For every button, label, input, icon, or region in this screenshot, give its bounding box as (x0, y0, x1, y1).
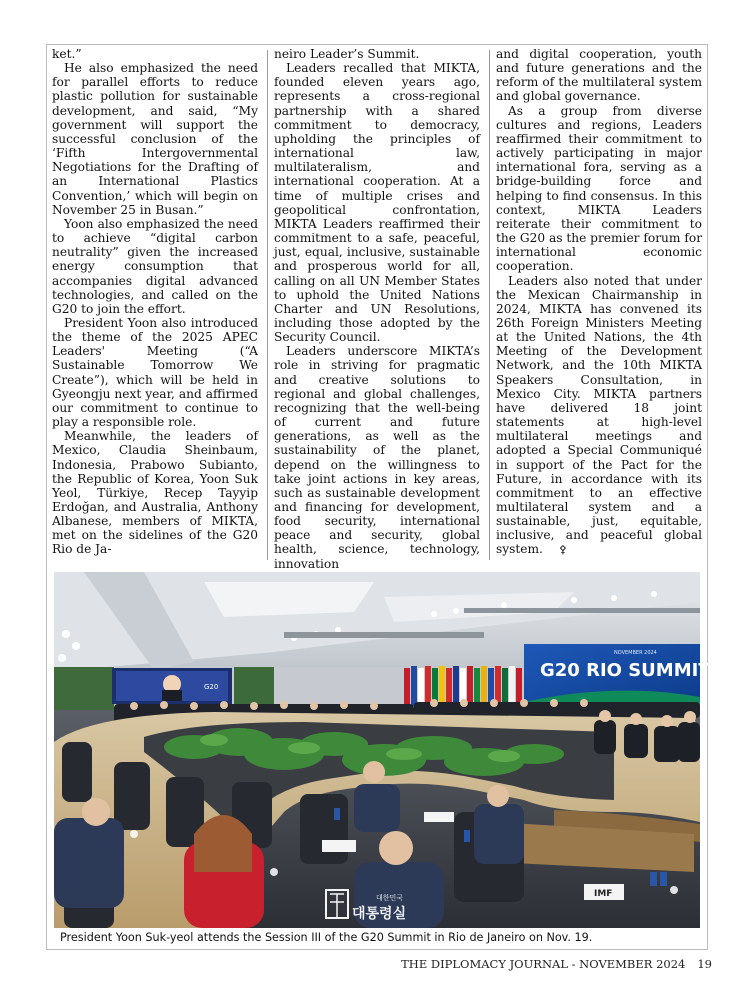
paragraph: Meanwhile, the leaders of Mexico, Claudia Sheinbaum, Indonesia, Prabowo Subianto, the Republic of Korea, Yoon Suk Yeol, Türkiye, Recep Tayyip Erdoğan, and Australia, Anthony Albanese, members of MIKTA, met on the sidelines of the G20 Rio de Ja- (52, 429, 258, 557)
summit-photo (54, 572, 711, 928)
paragraph: ket.” (52, 47, 82, 61)
paragraph: Yoon also emphasized the need to achieve “digital carbon neutrality” given the increased energy consumption that accompanies digital advanced technologies, and called on the G20 to join the effort. (52, 216, 258, 316)
paragraph: Leaders underscore MIKTA’s role in striving for pragmatic and creative solutions to regional and global challenges, recognizing that the well-being of current and future generations, as well as the sustainability of the planet, depend on the willingness to take joint actions in key areas, such as sustainable development and financing for development, food security, international peace and security, global health, science, technology, innovation (274, 344, 480, 571)
paragraph: As a group from diverse cultures and regions, Leaders reaffirmed their commitment to actively participating in major international fora, serving as a bridge-building force and helping to find consensus. In this context, MIKTA Leaders reiterate their commitment to the G20 as the premier forum for international economic cooperation. (496, 103, 703, 274)
paragraph: neiro Leader’s Summit. (274, 47, 420, 61)
screen-badge: G20 (204, 683, 219, 691)
end-mark-icon: ⚴ (558, 543, 567, 557)
paragraph: President Yoon also introduced the theme of the 2025 APEC Leaders' Meeting (“A Sustainable Tomorrow We Create”), which will be held in Gyeongju next year, and affirmed our commitment to continue to play a responsible role. (52, 315, 258, 430)
paragraph: Leaders recalled that MIKTA, founded eleven years ago, represents a cross-regional partnership with a shared commitment to democracy, upholding the principles of international law, multilateralism, and international cooperation. At a time of multiple crises and geopolitical confrontation, MIKTA Leaders reaffirmed their commitment to a safe, peaceful, just, equal, inclusive, sustainable and prosperous world for all, calling on all UN Member States to uphold the United Nations Charter and UN Resolutions, including those adopted by the Security Council. (274, 61, 480, 345)
nameplate-imf: IMF (594, 889, 613, 899)
paragraph: and digital cooperation, youth and future generations and the reform of the multilateral system and global governance. (496, 47, 702, 104)
paragraph (496, 274, 702, 558)
photo-caption: President Yoon Suk-yeol attends the Session III of the G20 Summit in Rio de Janeiro on Nov. 19. (60, 931, 593, 944)
article-body (52, 47, 703, 571)
article-column-1 (52, 47, 258, 563)
column-divider (489, 50, 490, 560)
watermark-country: 대한민국 (376, 894, 404, 902)
paragraph-text: Leaders also noted that under the Mexican Chairmanship in 2024, MIKTA has convened its 26th Foreign Ministers Meeting at the United Nations, the 4th Meeting of the Development Network, and the 10th MIKTA Speakers Consultation, in Mexico City. MIKTA partners have delivered 18 joint statements at high-level multilateral meetings and adopted a Special Communiqué in support of the Pact for the Future, in accordance with its commitment to an effective multilateral system and a sustainable, just, equitable, inclusive, and peaceful global system. (496, 273, 702, 557)
page-number: 19 (697, 957, 712, 971)
journal-name: THE DIPLOMACY JOURNAL - NOVEMBER 2024 (401, 957, 686, 971)
banner-title: G20 RIO SUMMIT (540, 660, 711, 681)
page-footer (400, 957, 712, 971)
banner-date: NOVEMBER 2024 (614, 650, 657, 656)
article-column-2 (274, 47, 480, 571)
paragraph: He also emphasized the need for parallel efforts to reduce plastic pollution for sustainable development, and said, “My government will support the successful conclusion of the ‘Fifth Intergovernmental Negotiations for the Drafting of an International Plastics Convention,’ which will begin on November 25 in Busan.” (52, 61, 258, 217)
column-divider (267, 50, 268, 560)
watermark-office: 대통령실 (352, 906, 407, 922)
article-column-3 (496, 47, 702, 563)
